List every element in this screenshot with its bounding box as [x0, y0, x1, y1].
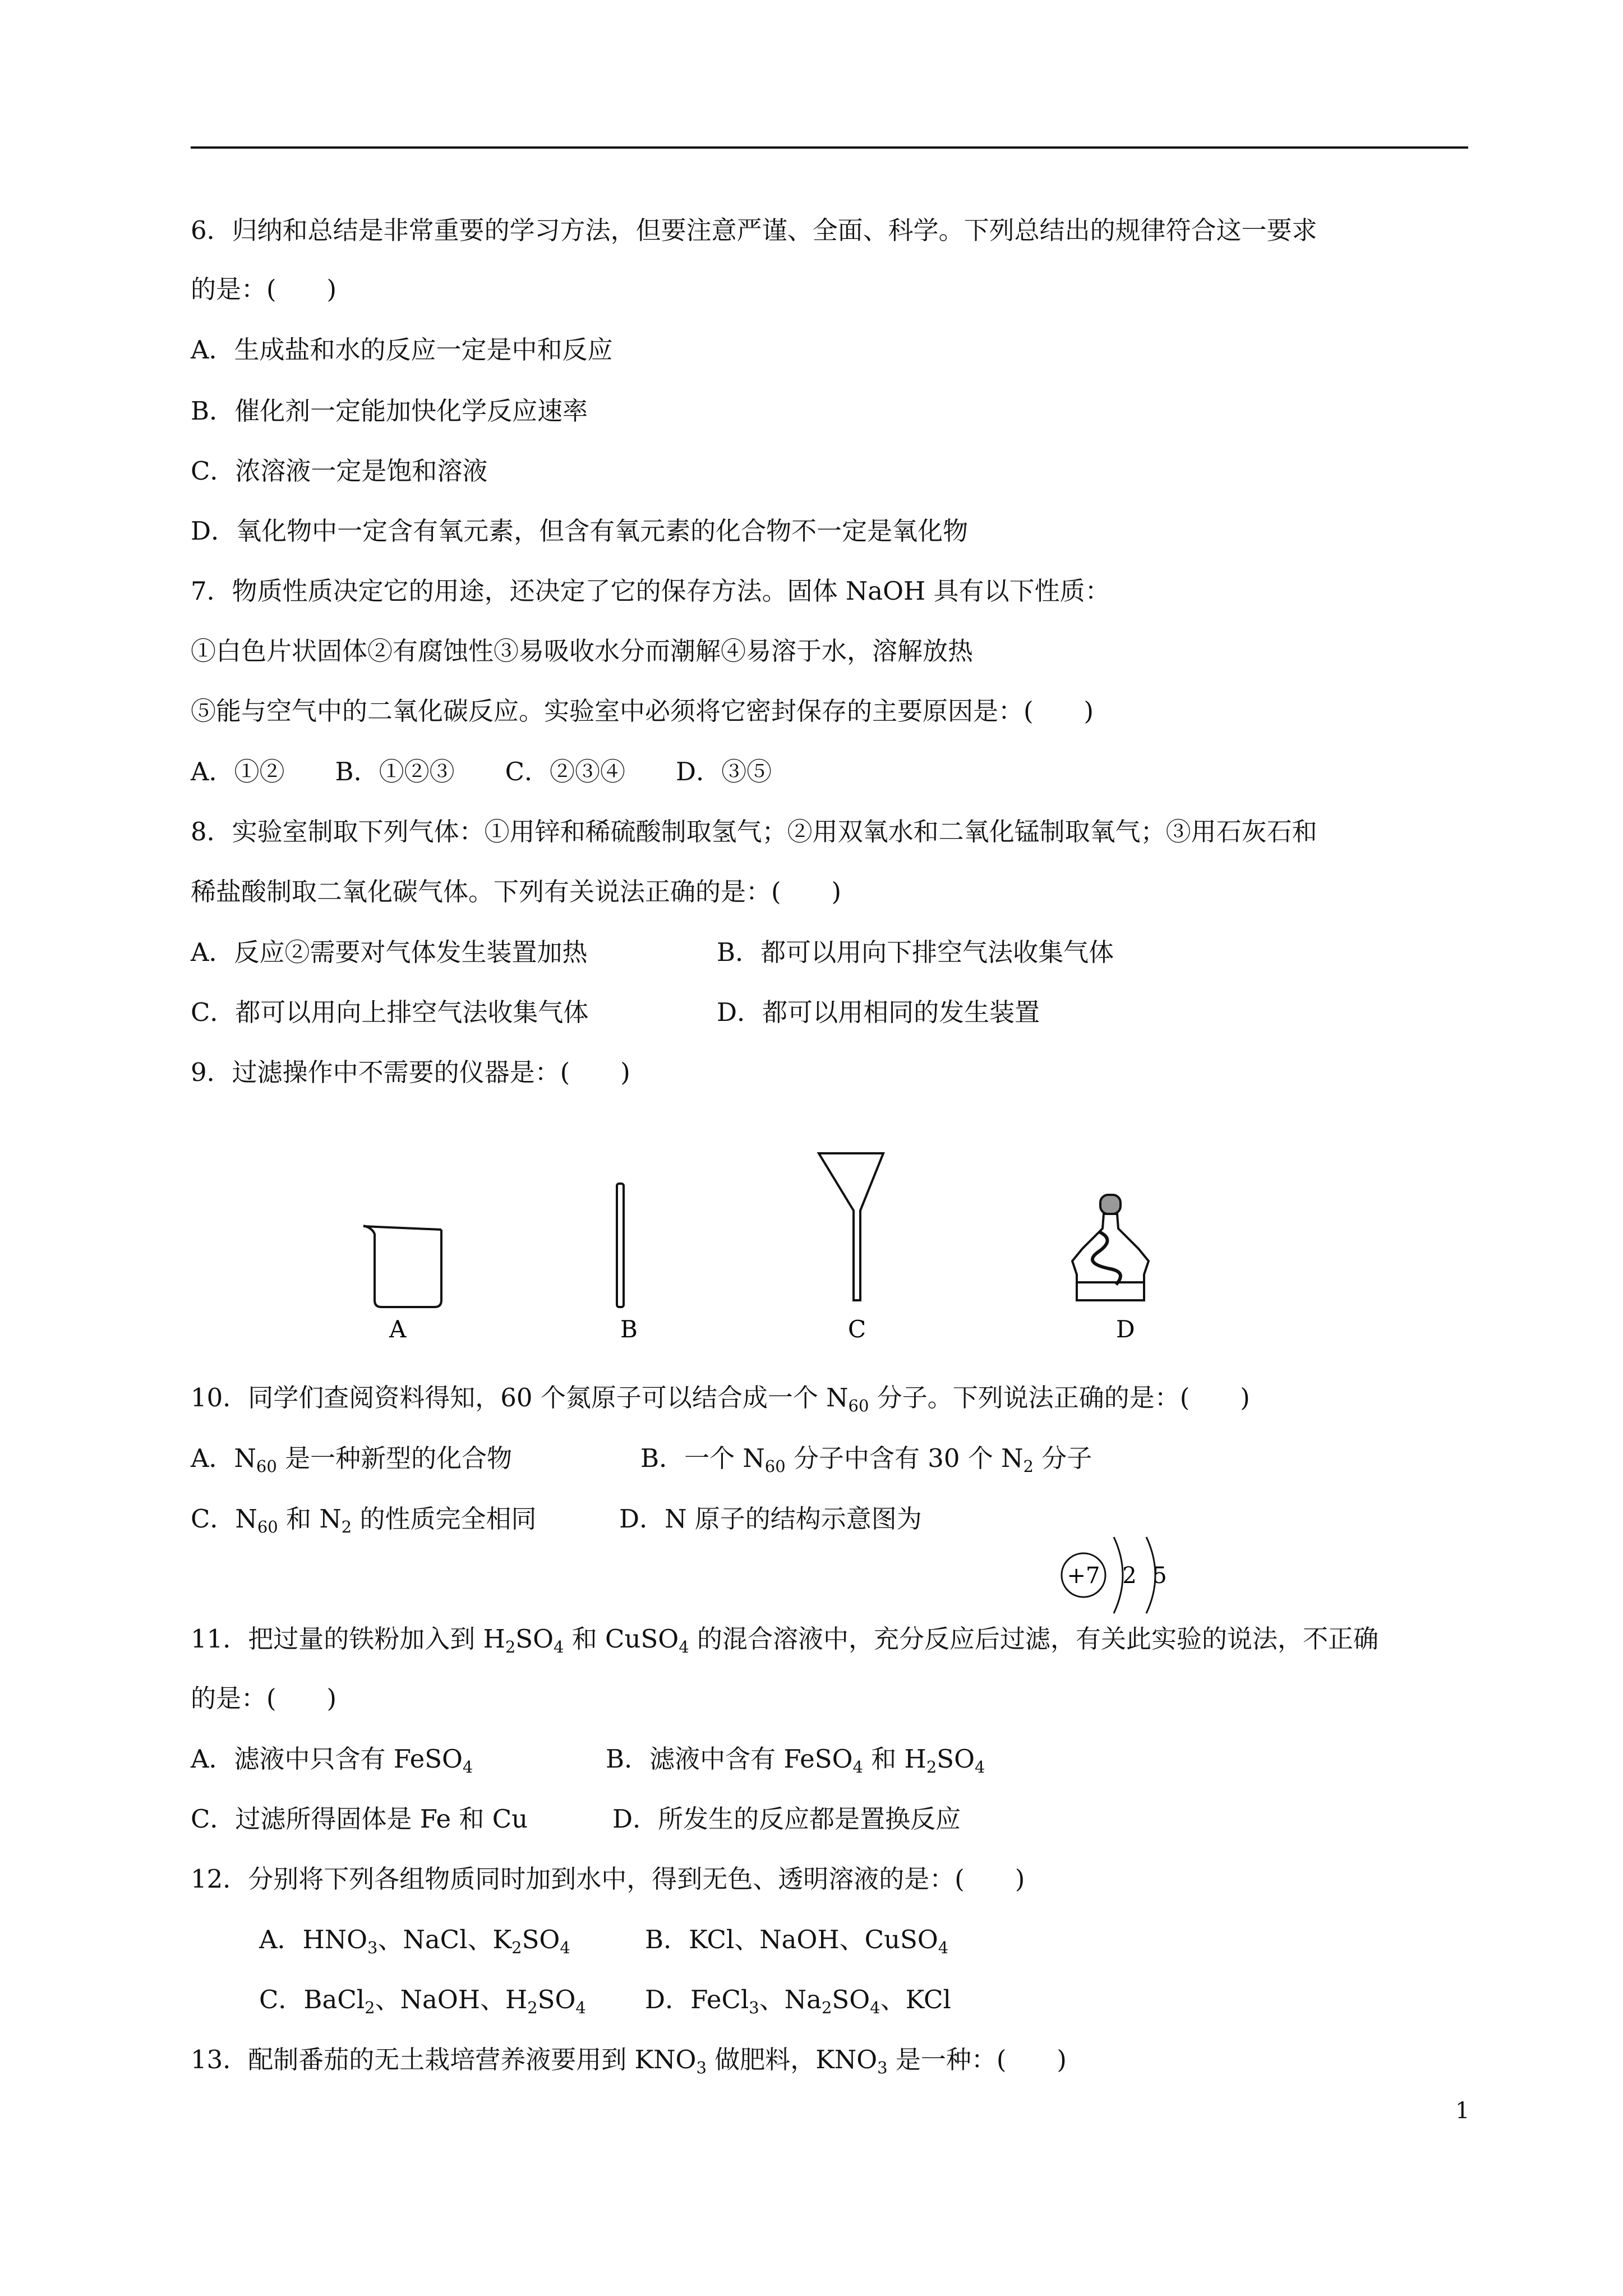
- q11-b-text: B．滤液中含有 FeSO: [606, 1744, 853, 1774]
- q12-option-d: [645, 1983, 951, 2017]
- q11-s-text: 11．把过量的铁粉加入到 H: [191, 1624, 505, 1654]
- q11-b-sub2: 2: [926, 1757, 937, 1777]
- q9-label-a: A: [389, 1315, 407, 1343]
- q12-c-t3: SO: [537, 1985, 576, 2014]
- q10-a-text: A．N: [191, 1443, 256, 1473]
- q13-s2: 3: [877, 2058, 888, 2077]
- q11-option-d: D．所发生的反应都是置换反应: [612, 1804, 961, 1834]
- q10-option-d: D．N 原子的结构示意图为: [619, 1504, 922, 1534]
- q10-b-text: B．一个 N: [640, 1443, 765, 1473]
- q10-stem-text-end: 分子。下列说法正确的是：( ): [869, 1383, 1250, 1412]
- q13-t2: 做肥料，KNO: [706, 2045, 878, 2074]
- q10-b-text-mid: 分子中含有 30 个 N: [785, 1443, 1023, 1473]
- q6-option-a: A．生成盐和水的反应一定是中和反应: [191, 335, 613, 365]
- page-number: 1: [1455, 2098, 1470, 2124]
- q8-stem-line1: 8．实验室制取下列气体：①用锌和稀硫酸制取氢气；②用双氧水和二氧化锰制取氧气；③用石灰石和: [191, 817, 1317, 846]
- q10-stem-sub: 60: [848, 1396, 869, 1415]
- electron-shell-2-count: 5: [1152, 1563, 1167, 1589]
- q12-a-t2: 、NaCl、K: [377, 1925, 512, 1954]
- q11-s-sub2: 4: [554, 1637, 564, 1657]
- q11-b-sub3: 4: [975, 1757, 985, 1777]
- q11-s-sub3: 4: [679, 1637, 689, 1657]
- q6-option-d: D．氧化物中一定含有氧元素，但含有氧元素的化合物不一定是氧化物: [191, 516, 969, 546]
- q9-stem: 9．过滤操作中不需要的仪器是：( ): [191, 1057, 630, 1087]
- q13-t3: 是一种：( ): [887, 2045, 1067, 2074]
- q12-d-t1: D．FeCl: [645, 1985, 749, 2014]
- q6-option-c: C．浓溶液一定是饱和溶液: [191, 456, 488, 486]
- q12-a-t3: SO: [522, 1925, 560, 1954]
- q10-a-text-end: 是一种新型的化合物: [276, 1443, 513, 1473]
- q6-stem-line1: 6．归纳和总结是非常重要的学习方法，但要注意严谨、全面、科学。下列总结出的规律符合这一要求: [191, 215, 1317, 245]
- q8-option-d: D．都可以用相同的发生装置: [717, 997, 1040, 1027]
- q12-b-t1: B．KCl、NaOH、CuSO: [645, 1925, 938, 1954]
- q12-d-s2: 2: [821, 1998, 832, 2017]
- q10-c-text: C．N: [191, 1504, 257, 1534]
- q12-stem: 12．分别将下列各组物质同时加到水中，得到无色、透明溶液的是：( ): [191, 1864, 1025, 1894]
- q8-option-c: C．都可以用向上排空气法收集气体: [191, 997, 589, 1027]
- q7-stem-line3: ⑤能与空气中的二氧化碳反应。实验室中必须将它密封保存的主要原因是：( ): [191, 696, 1094, 726]
- q7-stem-line1: 7．物质性质决定它的用途，还决定了它的保存方法。固体 NaOH 具有以下性质：: [191, 576, 1110, 606]
- q10-c-sub2: 2: [341, 1517, 352, 1536]
- q9-label-b: B: [620, 1315, 638, 1343]
- q11-a-sub: 4: [462, 1757, 473, 1777]
- q12-c-t1: C．BaCl: [259, 1985, 365, 2014]
- q11-s-text-3: 和 CuSO: [564, 1624, 679, 1654]
- q12-d-t2: 、Na: [759, 1985, 822, 2014]
- q11-s-text-2: SO: [515, 1624, 554, 1654]
- q12-d-t3: SO: [832, 1985, 870, 2014]
- q11-option-c: C．过滤所得固体是 Fe 和 Cu: [191, 1804, 528, 1834]
- q12-b-s1: 4: [938, 1938, 949, 1957]
- q12-a-s1: 3: [367, 1938, 378, 1957]
- q10-b-sub1: 60: [764, 1457, 786, 1476]
- q8-stem-line2: 稀盐酸制取二氧化碳气体。下列有关说法正确的是：( ): [191, 877, 842, 907]
- q12-c-s1: 2: [365, 1998, 375, 2017]
- q11-b-sub1: 4: [852, 1757, 863, 1777]
- q13-s1: 3: [696, 2058, 707, 2077]
- q11-option-b: [606, 1742, 985, 1776]
- q12-a-s3: 4: [560, 1938, 570, 1957]
- q12-d-s1: 3: [749, 1998, 759, 2017]
- q8-option-a: A．反应②需要对气体发生装置加热: [191, 937, 588, 967]
- q10-b-text-end: 分子: [1033, 1443, 1092, 1473]
- q12-option-b: [645, 1923, 948, 1957]
- q12-option-c: [259, 1983, 586, 2017]
- nucleus-charge: +7: [1067, 1563, 1100, 1589]
- q11-option-a: [191, 1742, 473, 1776]
- q11-s-sub1: 2: [505, 1637, 516, 1657]
- q12-c-s3: 4: [575, 1998, 586, 2017]
- q12-a-s2: 2: [511, 1938, 522, 1957]
- q11-a-text: A．滤液中只含有 FeSO: [191, 1744, 463, 1774]
- q12-a-t1: A．HNO: [259, 1925, 368, 1954]
- q12-d-t4: 、KCl: [880, 1985, 951, 2014]
- q6-option-b: B．催化剂一定能加快化学反应速率: [191, 396, 588, 426]
- q8-option-b: B．都可以用向下排空气法收集气体: [717, 937, 1114, 967]
- q10-c-sub1: 60: [257, 1517, 278, 1536]
- q13-stem: [191, 2043, 1067, 2077]
- q10-a-sub: 60: [256, 1457, 277, 1476]
- q12-d-s3: 4: [870, 1998, 880, 2017]
- q12-option-a: [259, 1923, 570, 1957]
- q10-stem-text: 10．同学们查阅资料得知，60 个氮原子可以结合成一个 N: [191, 1383, 849, 1412]
- q6-stem-line2: 的是：( ): [191, 274, 337, 304]
- q12-c-s2: 2: [527, 1998, 538, 2017]
- q11-stem-line2: 的是：( ): [191, 1683, 337, 1713]
- electron-shell-1-arc: [1114, 1537, 1123, 1613]
- q11-b-text-3: SO: [937, 1744, 975, 1774]
- q11-b-text-2: 和 H: [863, 1744, 926, 1774]
- q11-stem-line1: [191, 1622, 1378, 1656]
- q13-t1: 13．配制番茄的无土栽培营养液要用到 KNO: [191, 2045, 697, 2074]
- q12-c-t2: 、NaOH、H: [375, 1985, 528, 2014]
- q10-c-text-mid: 和 N: [278, 1504, 342, 1534]
- q10-c-text-end: 的性质完全相同: [352, 1504, 537, 1534]
- q9-label-c: C: [848, 1315, 866, 1343]
- electron-shell-1-count: 2: [1122, 1563, 1137, 1589]
- q7-stem-line2: ①白色片状固体②有腐蚀性③易吸收水分而潮解④易溶于水，溶解放热: [191, 636, 974, 666]
- q10-b-sub2: 2: [1023, 1457, 1034, 1476]
- q11-s-text-end: 的混合溶液中，充分反应后过滤，有关此实验的说法，不正确: [689, 1624, 1378, 1654]
- q9-label-d: D: [1116, 1315, 1135, 1343]
- q7-options: A．①② B．①②③ C．②③④ D．③⑤: [191, 757, 772, 786]
